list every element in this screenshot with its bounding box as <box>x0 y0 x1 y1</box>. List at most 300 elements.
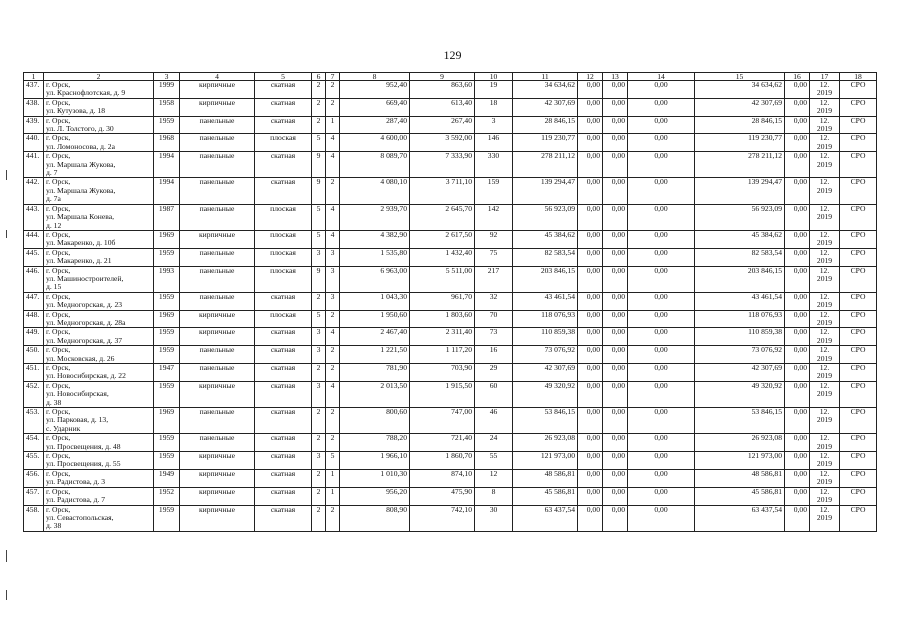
year-cell: 1959 <box>154 292 180 310</box>
wall-material-cell: панельные <box>180 266 255 292</box>
address-cell-line: г. Орск, <box>46 133 71 143</box>
period-cell <box>810 328 840 346</box>
value-cell-13: 0,00 <box>603 310 628 328</box>
period-cell <box>810 230 840 248</box>
value-cell-15: 73 076,92 <box>695 346 785 364</box>
entrances-cell: 3 <box>326 266 340 292</box>
total-area-cell: 669,40 <box>340 98 410 116</box>
column-header: 2 <box>44 73 154 81</box>
address-cell-line: г. Орск, <box>46 505 71 514</box>
address-cell-line: ул. Маршала Жукова, <box>46 185 116 195</box>
roof-type-cell: скатная <box>255 328 312 346</box>
table-row <box>24 81 877 99</box>
address-cell-line: ул. Л. Толстого, д. 30 <box>46 124 114 134</box>
floors-cell: 5 <box>312 230 326 248</box>
total-area-cell: 800,60 <box>340 408 410 434</box>
total-area-cell: 956,20 <box>340 487 410 505</box>
method-cell: СРО <box>840 248 877 266</box>
period-cell-line: 12. <box>819 407 830 417</box>
period-cell <box>810 98 840 116</box>
year-cell: 1999 <box>154 81 180 99</box>
address-cell-line: ул. Машиностроителей, <box>46 273 124 283</box>
value-cell-12: 0,00 <box>578 98 603 116</box>
value-cell-13: 0,00 <box>603 364 628 382</box>
roof-type-cell: скатная <box>255 469 312 487</box>
roof-type-cell: скатная <box>255 81 312 99</box>
floors-cell: 2 <box>312 469 326 487</box>
column-header: 4 <box>180 73 255 81</box>
period-cell <box>810 310 840 328</box>
wall-material-cell: кирпичные <box>180 328 255 346</box>
value-cell-16: 0,00 <box>785 266 810 292</box>
total-area-cell: 4 600,00 <box>340 134 410 152</box>
period-cell <box>810 452 840 470</box>
entrances-cell: 4 <box>326 204 340 230</box>
value-cell-16: 0,00 <box>785 469 810 487</box>
period-cell-line: 12. <box>819 292 830 301</box>
address-cell <box>44 381 154 407</box>
address-cell-line: ул. Макаренко, д. 10б <box>46 238 116 248</box>
period-cell-line: 12. <box>819 487 830 496</box>
period-cell-line: 2019 <box>816 459 833 469</box>
residents-cell: 330 <box>475 152 513 178</box>
period-cell <box>810 408 840 434</box>
period-cell-line: 12. <box>819 230 830 239</box>
row-number: 454. <box>24 434 44 452</box>
address-cell <box>44 152 154 178</box>
entrances-cell: 1 <box>326 487 340 505</box>
value-cell-15: 45 586,81 <box>695 487 785 505</box>
living-area-cell: 2 311,40 <box>410 328 475 346</box>
floors-cell: 2 <box>312 408 326 434</box>
address-cell <box>44 364 154 382</box>
value-cell-16: 0,00 <box>785 364 810 382</box>
value-cell-15: 110 859,38 <box>695 328 785 346</box>
living-area-cell: 475,90 <box>410 487 475 505</box>
living-area-cell: 703,90 <box>410 364 475 382</box>
value-cell-12: 0,00 <box>578 346 603 364</box>
period-cell-line: 12. <box>819 505 830 514</box>
year-cell: 1969 <box>154 310 180 328</box>
wall-material-cell: панельные <box>180 346 255 364</box>
value-cell-16: 0,00 <box>785 204 810 230</box>
row-number: 450. <box>24 346 44 364</box>
period-cell-line: 12. <box>819 345 830 355</box>
residents-cell: 60 <box>475 381 513 407</box>
residents-cell: 92 <box>475 230 513 248</box>
total-cost-cell: 63 437,54 <box>513 505 578 531</box>
method-cell: СРО <box>840 469 877 487</box>
year-cell: 1959 <box>154 116 180 134</box>
address-cell-line: ул. Просвещения, д. 55 <box>46 459 121 469</box>
value-cell-15: 118 076,93 <box>695 310 785 328</box>
address-cell <box>44 346 154 364</box>
column-header: 5 <box>255 73 312 81</box>
wall-material-cell: кирпичные <box>180 487 255 505</box>
column-header: 10 <box>475 73 513 81</box>
period-cell-line: 12. <box>819 248 830 257</box>
total-area-cell: 2 013,50 <box>340 381 410 407</box>
address-cell-line: г. Орск, <box>46 363 71 372</box>
roof-type-cell: скатная <box>255 381 312 407</box>
value-cell-13: 0,00 <box>603 328 628 346</box>
value-cell-14: 0,00 <box>628 204 695 230</box>
address-cell-line: г. Орск, <box>46 381 71 390</box>
floors-cell: 3 <box>312 381 326 407</box>
year-cell: 1947 <box>154 364 180 382</box>
value-cell-14: 0,00 <box>628 381 695 407</box>
value-cell-12: 0,00 <box>578 152 603 178</box>
period-cell <box>810 381 840 407</box>
year-cell: 1949 <box>154 469 180 487</box>
value-cell-14: 0,00 <box>628 364 695 382</box>
period-cell-line: 12. <box>819 433 830 443</box>
table-row <box>24 116 877 134</box>
value-cell-13: 0,00 <box>603 248 628 266</box>
period-cell-line: 2019 <box>816 335 833 345</box>
total-cost-cell: 82 583,54 <box>513 248 578 266</box>
living-area-cell: 1 117,20 <box>410 346 475 364</box>
entrances-cell: 3 <box>326 248 340 266</box>
row-number: 449. <box>24 328 44 346</box>
address-cell-line: д. 38 <box>46 521 62 531</box>
total-cost-cell: 49 320,92 <box>513 381 578 407</box>
entrances-cell: 4 <box>326 381 340 407</box>
column-header: 16 <box>785 73 810 81</box>
wall-material-cell: панельные <box>180 116 255 134</box>
period-cell-line: 2019 <box>816 477 833 487</box>
year-cell: 1959 <box>154 381 180 407</box>
floors-cell: 3 <box>312 328 326 346</box>
value-cell-13: 0,00 <box>603 81 628 99</box>
value-cell-13: 0,00 <box>603 487 628 505</box>
living-area-cell: 874,10 <box>410 469 475 487</box>
value-cell-16: 0,00 <box>785 152 810 178</box>
year-cell: 1959 <box>154 346 180 364</box>
method-cell: СРО <box>840 152 877 178</box>
method-cell: СРО <box>840 346 877 364</box>
method-cell: СРО <box>840 134 877 152</box>
total-area-cell: 4 080,10 <box>340 178 410 204</box>
roof-type-cell: скатная <box>255 505 312 531</box>
value-cell-12: 0,00 <box>578 178 603 204</box>
value-cell-16: 0,00 <box>785 452 810 470</box>
entrances-cell: 2 <box>326 310 340 328</box>
method-cell: СРО <box>840 328 877 346</box>
roof-type-cell: скатная <box>255 487 312 505</box>
value-cell-13: 0,00 <box>603 292 628 310</box>
column-header: 12 <box>578 73 603 81</box>
method-cell: СРО <box>840 116 877 134</box>
address-cell-line: д. 7 <box>46 168 58 178</box>
method-cell: СРО <box>840 266 877 292</box>
floors-cell: 9 <box>312 266 326 292</box>
total-area-cell: 1 966,10 <box>340 452 410 470</box>
column-header: 11 <box>513 73 578 81</box>
year-cell: 1969 <box>154 230 180 248</box>
period-cell-line: 2019 <box>816 106 833 116</box>
period-cell-line: 12. <box>819 381 830 390</box>
value-cell-16: 0,00 <box>785 178 810 204</box>
roof-type-cell: плоская <box>255 248 312 266</box>
year-cell: 1993 <box>154 266 180 292</box>
floors-cell: 2 <box>312 116 326 134</box>
period-cell-line: 2019 <box>816 441 833 451</box>
value-cell-15: 278 211,12 <box>695 152 785 178</box>
address-cell-line: г. Орск, <box>46 177 71 187</box>
living-area-cell: 7 333,90 <box>410 152 475 178</box>
value-cell-15: 26 923,08 <box>695 434 785 452</box>
value-cell-14: 0,00 <box>628 248 695 266</box>
entrances-cell: 2 <box>326 505 340 531</box>
period-cell <box>810 248 840 266</box>
address-cell <box>44 469 154 487</box>
address-cell-line: д. 12 <box>46 220 62 230</box>
value-cell-13: 0,00 <box>603 178 628 204</box>
period-cell-line: 12. <box>819 98 830 107</box>
row-number: 457. <box>24 487 44 505</box>
period-cell-line: 12. <box>819 327 830 337</box>
address-cell <box>44 487 154 505</box>
method-cell: СРО <box>840 230 877 248</box>
period-cell <box>810 204 840 230</box>
method-cell: СРО <box>840 381 877 407</box>
page-number: 129 <box>443 48 462 62</box>
address-cell <box>44 81 154 99</box>
margin-marks <box>6 170 7 610</box>
address-cell-line: г. Орск, <box>46 266 71 275</box>
table-row <box>24 408 877 434</box>
address-cell <box>44 178 154 204</box>
period-cell-line: 2019 <box>816 159 833 169</box>
period-cell-line: 12. <box>819 116 830 125</box>
residents-cell: 46 <box>475 408 513 434</box>
residents-cell: 70 <box>475 310 513 328</box>
value-cell-12: 0,00 <box>578 434 603 452</box>
period-cell-line: 2019 <box>816 512 833 522</box>
row-number: 444. <box>24 230 44 248</box>
value-cell-16: 0,00 <box>785 381 810 407</box>
value-cell-13: 0,00 <box>603 434 628 452</box>
value-cell-14: 0,00 <box>628 505 695 531</box>
value-cell-13: 0,00 <box>603 266 628 292</box>
address-cell-line: д. 7а <box>46 194 61 204</box>
row-number: 455. <box>24 452 44 470</box>
residents-cell: 55 <box>475 452 513 470</box>
value-cell-13: 0,00 <box>603 98 628 116</box>
value-cell-14: 0,00 <box>628 178 695 204</box>
roof-type-cell: плоская <box>255 310 312 328</box>
period-cell-line: 12. <box>819 310 830 319</box>
residents-cell: 30 <box>475 505 513 531</box>
period-cell-line: 2019 <box>816 317 833 327</box>
year-cell: 1969 <box>154 408 180 434</box>
living-area-cell: 3 711,10 <box>410 178 475 204</box>
value-cell-12: 0,00 <box>578 381 603 407</box>
floors-cell: 2 <box>312 81 326 99</box>
value-cell-14: 0,00 <box>628 469 695 487</box>
address-cell <box>44 505 154 531</box>
value-cell-12: 0,00 <box>578 505 603 531</box>
column-header: 15 <box>695 73 785 81</box>
table-row <box>24 204 877 230</box>
roof-type-cell: плоская <box>255 266 312 292</box>
roof-type-cell: плоская <box>255 204 312 230</box>
total-cost-cell: 121 973,00 <box>513 452 578 470</box>
roof-type-cell: скатная <box>255 152 312 178</box>
address-cell-line: г. Орск, <box>46 80 71 89</box>
total-cost-cell: 73 076,92 <box>513 346 578 364</box>
address-cell-line: г. Орск, <box>46 451 71 461</box>
column-header: 14 <box>628 73 695 81</box>
address-cell-line: ул. Парковая, д. 13, <box>46 415 109 425</box>
period-cell-line: 12. <box>819 80 830 89</box>
column-header: 7 <box>326 73 340 81</box>
address-cell-line: г. Орск, <box>46 248 71 257</box>
entrances-cell: 5 <box>326 452 340 470</box>
address-cell <box>44 248 154 266</box>
table-row <box>24 346 877 364</box>
column-header: 17 <box>810 73 840 81</box>
wall-material-cell: панельные <box>180 134 255 152</box>
period-cell <box>810 487 840 505</box>
column-header: 9 <box>410 73 475 81</box>
row-number: 439. <box>24 116 44 134</box>
residents-cell: 16 <box>475 346 513 364</box>
value-cell-16: 0,00 <box>785 487 810 505</box>
living-area-cell: 961,70 <box>410 292 475 310</box>
value-cell-15: 34 634,62 <box>695 81 785 99</box>
wall-material-cell: кирпичные <box>180 81 255 99</box>
wall-material-cell: кирпичные <box>180 469 255 487</box>
wall-material-cell: кирпичные <box>180 452 255 470</box>
address-cell-line: г. Орск, <box>46 204 71 213</box>
entrances-cell: 2 <box>326 364 340 382</box>
row-number: 451. <box>24 364 44 382</box>
value-cell-12: 0,00 <box>578 292 603 310</box>
roof-type-cell: скатная <box>255 292 312 310</box>
address-cell <box>44 134 154 152</box>
address-cell-line: г. Орск, <box>46 151 71 161</box>
entrances-cell: 1 <box>326 469 340 487</box>
residents-cell: 75 <box>475 248 513 266</box>
address-cell-line: г. Орск, <box>46 345 71 355</box>
wall-material-cell: панельные <box>180 434 255 452</box>
row-number: 458. <box>24 505 44 531</box>
period-cell-line: 12. <box>819 151 830 161</box>
entrances-cell: 4 <box>326 230 340 248</box>
period-cell-line: 2019 <box>816 141 833 151</box>
address-cell-line: ул. Маршала Конева, <box>46 212 114 222</box>
roof-type-cell: скатная <box>255 178 312 204</box>
address-cell <box>44 292 154 310</box>
year-cell: 1959 <box>154 248 180 266</box>
address-cell <box>44 328 154 346</box>
value-cell-12: 0,00 <box>578 134 603 152</box>
value-cell-15: 28 846,15 <box>695 116 785 134</box>
period-cell-line: 2019 <box>816 273 833 283</box>
row-number: 446. <box>24 266 44 292</box>
value-cell-15: 42 307,69 <box>695 364 785 382</box>
value-cell-12: 0,00 <box>578 204 603 230</box>
floors-cell: 2 <box>312 98 326 116</box>
row-number: 456. <box>24 469 44 487</box>
residents-cell: 12 <box>475 469 513 487</box>
row-number: 448. <box>24 310 44 328</box>
living-area-cell: 2 617,50 <box>410 230 475 248</box>
address-cell-line: г. Орск, <box>46 407 71 417</box>
method-cell: СРО <box>840 364 877 382</box>
period-cell-line: 12. <box>819 177 830 187</box>
residents-cell: 8 <box>475 487 513 505</box>
total-cost-cell: 139 294,47 <box>513 178 578 204</box>
value-cell-12: 0,00 <box>578 408 603 434</box>
value-cell-12: 0,00 <box>578 266 603 292</box>
value-cell-12: 0,00 <box>578 116 603 134</box>
value-cell-12: 0,00 <box>578 248 603 266</box>
address-cell-line: ул. Радистова, д. 7 <box>46 495 106 505</box>
value-cell-14: 0,00 <box>628 134 695 152</box>
entrances-cell: 4 <box>326 152 340 178</box>
method-cell: СРО <box>840 505 877 531</box>
method-cell: СРО <box>840 98 877 116</box>
living-area-cell: 2 645,70 <box>410 204 475 230</box>
value-cell-15: 139 294,47 <box>695 178 785 204</box>
period-cell-line: 2019 <box>816 389 833 399</box>
period-cell <box>810 116 840 134</box>
value-cell-12: 0,00 <box>578 452 603 470</box>
year-cell: 1959 <box>154 452 180 470</box>
value-cell-14: 0,00 <box>628 346 695 364</box>
residents-cell: 73 <box>475 328 513 346</box>
table-row <box>24 328 877 346</box>
method-cell: СРО <box>840 310 877 328</box>
floors-cell: 5 <box>312 310 326 328</box>
address-cell-line: г. Орск, <box>46 310 71 319</box>
row-number: 442. <box>24 178 44 204</box>
year-cell: 1994 <box>154 152 180 178</box>
total-cost-cell: 56 923,09 <box>513 204 578 230</box>
method-cell: СРО <box>840 81 877 99</box>
address-cell-line: ул. Ломоносова, д. 2а <box>46 141 115 151</box>
period-cell-line: 2019 <box>816 124 833 134</box>
roof-type-cell: скатная <box>255 116 312 134</box>
address-cell-line: г. Орск, <box>46 230 71 239</box>
floors-cell: 2 <box>312 364 326 382</box>
address-cell <box>44 204 154 230</box>
total-area-cell: 8 089,70 <box>340 152 410 178</box>
total-cost-cell: 203 846,15 <box>513 266 578 292</box>
value-cell-15: 45 384,62 <box>695 230 785 248</box>
value-cell-15: 203 846,15 <box>695 266 785 292</box>
wall-material-cell: панельные <box>180 204 255 230</box>
total-area-cell: 287,40 <box>340 116 410 134</box>
address-cell-line: ул. Кутузова, д. 18 <box>46 106 106 116</box>
address-cell-line: ул. Радистова, д. 3 <box>46 477 106 487</box>
roof-type-cell: скатная <box>255 346 312 364</box>
roof-type-cell: скатная <box>255 452 312 470</box>
value-cell-13: 0,00 <box>603 230 628 248</box>
method-cell: СРО <box>840 408 877 434</box>
row-number: 453. <box>24 408 44 434</box>
value-cell-13: 0,00 <box>603 505 628 531</box>
total-cost-cell: 34 634,62 <box>513 81 578 99</box>
wall-material-cell: кирпичные <box>180 505 255 531</box>
address-cell-line: ул. Медногорская, д. 28а <box>46 317 126 327</box>
table-row <box>24 152 877 178</box>
value-cell-16: 0,00 <box>785 408 810 434</box>
value-cell-16: 0,00 <box>785 310 810 328</box>
